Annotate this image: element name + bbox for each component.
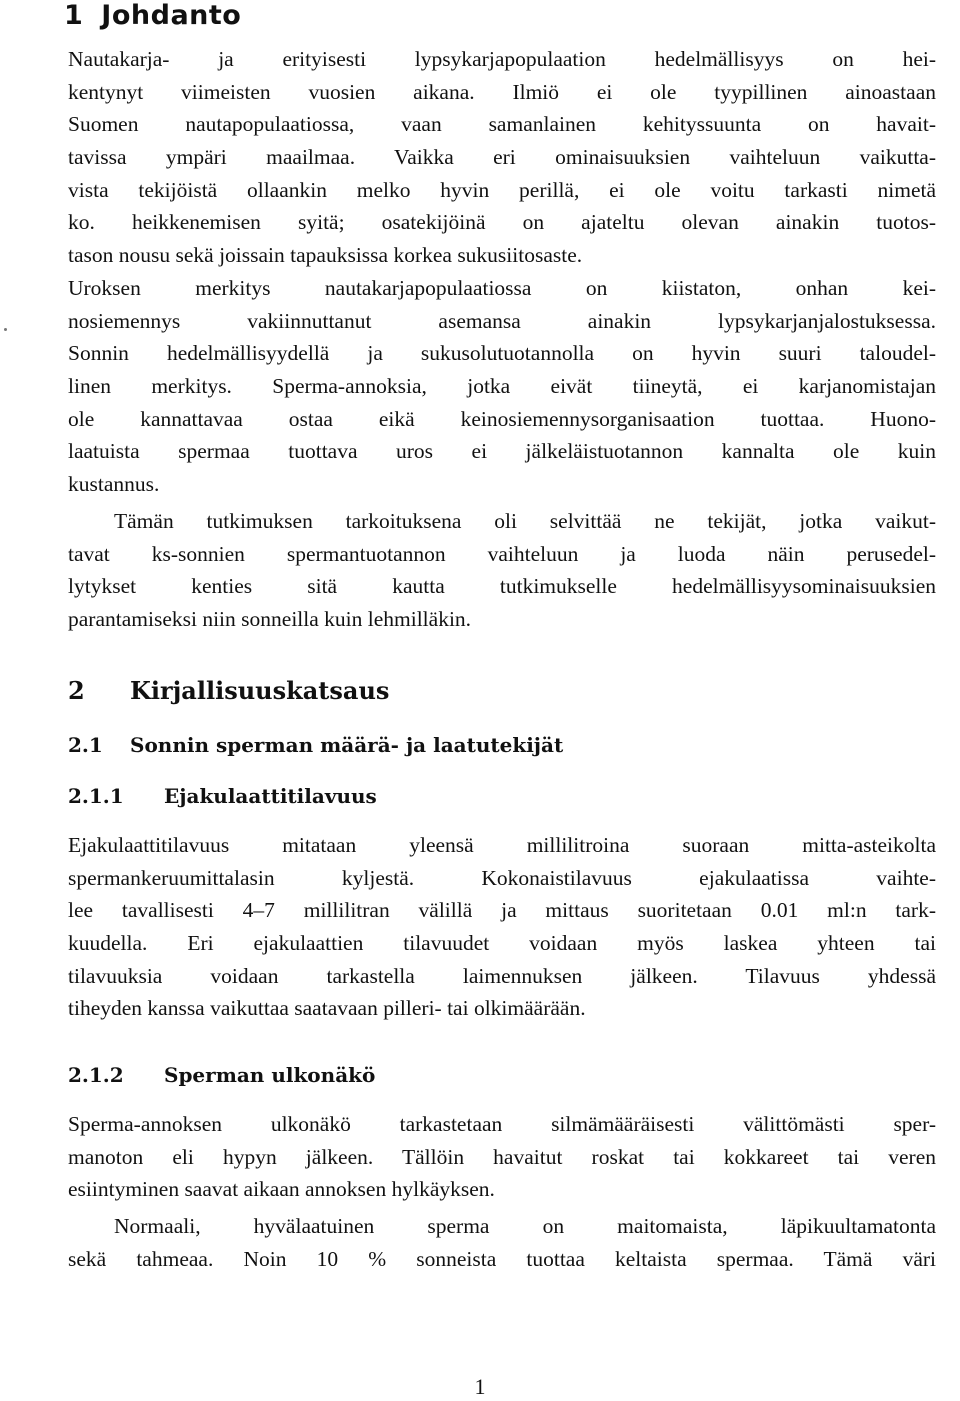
text-line: Suomen nautapopulaatiossa, vaan samanlainen kehityssuunta on havait- xyxy=(68,112,936,137)
paragraph-semen-appearance-1 xyxy=(68,1108,936,1206)
text-line: Sonnin hedelmällisyydellä ja sukusolutuotannolla on hyvin suuri taloudel- xyxy=(68,341,936,366)
section-heading-1 xyxy=(64,0,241,31)
section-title: Sperman ulkonäkö xyxy=(164,1063,376,1087)
section-title: Sonnin sperman määrä- ja laatutekijät xyxy=(130,733,564,757)
subsubsection-heading-2-1-2 xyxy=(68,1063,375,1087)
paragraph-semen-appearance-2 xyxy=(68,1210,936,1275)
section-heading-2 xyxy=(68,676,389,705)
section-title: Johdanto xyxy=(101,0,242,31)
margin-mark xyxy=(4,328,7,331)
paragraph-intro-1 xyxy=(68,43,936,501)
text-line: vista tekijöistä ollaankin melko hyvin perillä, ei ole voitu tarkasti nimetä xyxy=(68,177,936,202)
text-line: tilavuuksia voidaan tarkastella laimennuksen jälkeen. Tilavuus yhdessä xyxy=(68,963,936,988)
text-line: kustannus. xyxy=(68,471,160,496)
subsubsection-heading-2-1-1 xyxy=(68,784,377,808)
subsection-heading-2-1 xyxy=(68,733,563,757)
text-line: Sperma-annoksen ulkonäkö tarkastetaan silmämääräisesti välittömästi sper- xyxy=(68,1112,936,1136)
text-line: Uroksen merkitys nautakarjapopulaatiossa on kiistaton, onhan kei- xyxy=(68,275,936,300)
text-line: lytykset kenties sitä kautta tutkimukselle hedelmällisyysominaisuuksien xyxy=(68,574,936,599)
text-line: lee tavallisesti 4–7 millilitran välillä ja mittaus suoritetaan 0.01 ml:n tark- xyxy=(68,898,936,923)
text-line: tiheyden kanssa vaikuttaa saatavaan pilleri- tai olkimäärään. xyxy=(68,996,586,1021)
text-line: kentynyt viimeisten vuosien aikana. Ilmiö ei ole tyypillinen ainoastaan xyxy=(68,79,936,104)
text-line: ole kannattavaa ostaa eikä keinosiemennysorganisaation tuottaa. Huono- xyxy=(68,406,936,431)
text-line: Tämän tutkimuksen tarkoituksena oli selvittää ne tekijät, jotka vaikut- xyxy=(114,509,936,533)
text-line: Normaali, hyvälaatuinen sperma on maitomaista, läpikuultamatonta xyxy=(114,1214,936,1238)
text-line: parantamiseksi niin sonneilla kuin lehmilläkin. xyxy=(68,607,472,632)
paragraph-intro-2 xyxy=(68,505,936,636)
text-line: manoton eli hypyn jälkeen. Tällöin havaitut roskat tai kokkareet tai veren xyxy=(68,1144,936,1169)
section-number: 2.1.2 xyxy=(68,1063,124,1087)
paragraph-ejaculate-volume xyxy=(68,829,936,1025)
section-title: Ejakulaattitilavuus xyxy=(164,784,377,808)
text-line: nosiemennys vakiinnuttanut asemansa ainakin lypsykarjanjalostuksessa. xyxy=(68,308,936,333)
text-line: tavissa ympäri maailmaa. Vaikka eri ominaisuuksien vaihteluun vaikutta- xyxy=(68,145,936,170)
text-line: kuudella. Eri ejakulaattien tilavuudet voidaan myös laskea yhteen tai xyxy=(68,931,936,956)
text-line: tavat ks-sonnien spermantuotannon vaihteluun ja luoda näin perusedel- xyxy=(68,541,936,566)
text-line: tason nousu sekä joissain tapauksissa korkea sukusiitosaste. xyxy=(68,243,583,268)
text-line: esiintyminen saavat aikaan annoksen hylkäyksen. xyxy=(68,1177,495,1202)
text-line: linen merkitys. Sperma-annoksia, jotka eivät tiineytä, ei karjanomistajan xyxy=(68,373,936,398)
section-number: 2.1 xyxy=(68,733,103,757)
section-number: 1 xyxy=(64,0,84,31)
text-line: spermankeruumittalasin kyljestä. Kokonaistilavuus ejakulaatissa vaihte- xyxy=(68,865,936,890)
page-number: 1 xyxy=(474,1374,486,1399)
text-line: ko. heikkenemisen syitä; osatekijöinä on ajateltu olevan ainakin tuotos- xyxy=(68,210,936,235)
section-title: Kirjallisuuskatsaus xyxy=(130,676,390,705)
text-line: sekä tahmeaa. Noin 10 % sonneista tuottaa keltaista spermaa. Tämä väri xyxy=(68,1246,936,1271)
text-line: Nautakarja- ja erityisesti lypsykarjapopulaation hedelmällisyys on hei- xyxy=(68,47,936,71)
section-number: 2 xyxy=(68,676,85,705)
text-line: Ejakulaattitilavuus mitataan yleensä millilitroina suoraan mitta-asteikolta xyxy=(68,833,936,857)
section-number: 2.1.1 xyxy=(68,784,124,808)
text-line: laatuista spermaa tuottava uros ei jälkeläistuotannon kannalta ole kuin xyxy=(68,439,936,464)
